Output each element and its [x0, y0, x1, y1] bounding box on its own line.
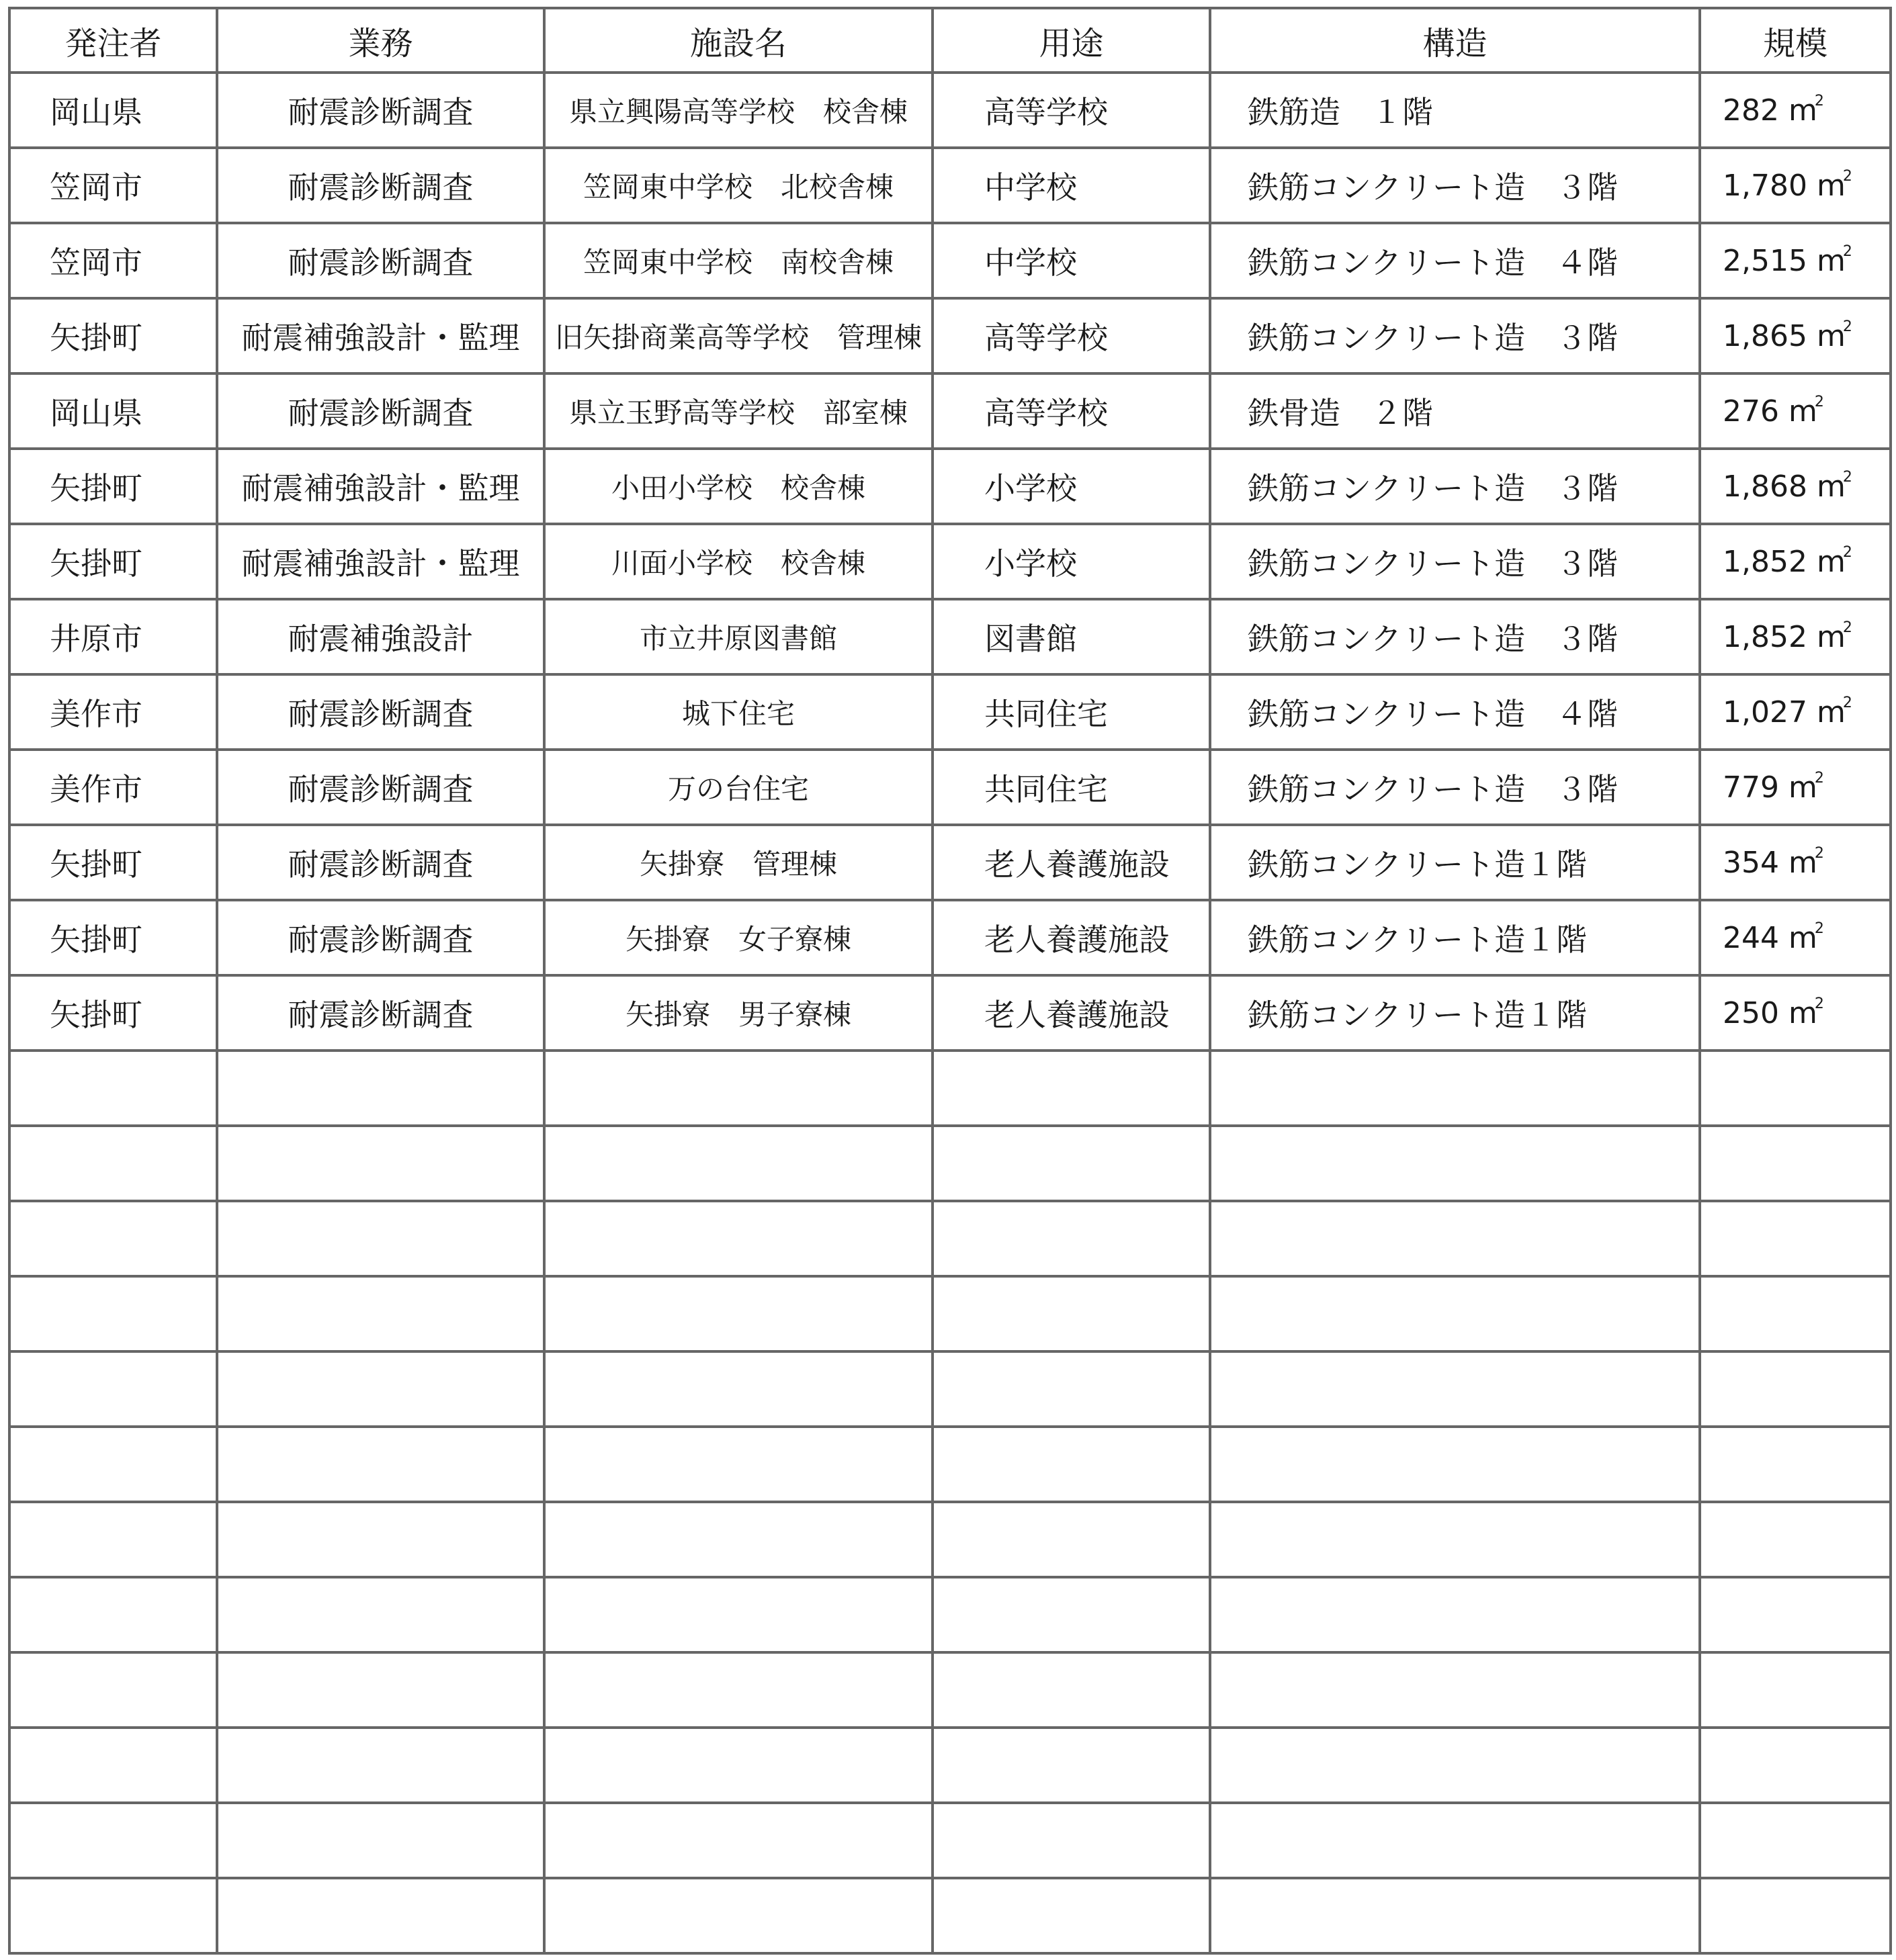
- cell-structure: 鉄筋コンクリート造 ３階: [1210, 750, 1700, 825]
- cell-use: 中学校: [933, 148, 1210, 223]
- cell-structure: 鉄骨造 ２階: [1210, 373, 1700, 449]
- cell-scale: [1700, 373, 1891, 449]
- table-row: [9, 1652, 1891, 1728]
- cell-structure: [1210, 1351, 1700, 1427]
- cell-use: 図書館: [933, 599, 1210, 674]
- table-header-row: [9, 8, 1891, 73]
- cell-structure: 鉄筋コンクリート造１階: [1210, 975, 1700, 1051]
- cell-structure: 鉄筋コンクリート造 ３階: [1210, 524, 1700, 599]
- cell-client: [9, 1577, 217, 1652]
- cell-task: 耐震診断調査: [217, 223, 544, 298]
- table-row: [9, 223, 1891, 298]
- cell-scale: [1700, 1878, 1891, 1953]
- cell-task: 耐震診断調査: [217, 73, 544, 148]
- cell-client: 矢掛町: [9, 298, 217, 373]
- cell-scale: [1700, 825, 1891, 900]
- scale-unit-superscript: 2: [1842, 243, 1852, 260]
- cell-scale: [1700, 1728, 1891, 1803]
- cell-task: [217, 1502, 544, 1577]
- cell-client: [9, 1502, 217, 1577]
- cell-client: 美作市: [9, 750, 217, 825]
- table-row: [9, 1201, 1891, 1276]
- cell-task: [217, 1276, 544, 1351]
- cell-use: 高等学校: [933, 298, 1210, 373]
- cell-use: [933, 1728, 1210, 1803]
- cell-task: [217, 1652, 544, 1728]
- cell-structure: 鉄筋コンクリート造１階: [1210, 900, 1700, 975]
- cell-structure: [1210, 1276, 1700, 1351]
- header-client: 発注者: [9, 8, 217, 73]
- cell-use: [933, 1201, 1210, 1276]
- table-row: [9, 449, 1891, 524]
- cell-facility: [544, 1728, 933, 1803]
- cell-client: 岡山県: [9, 373, 217, 449]
- cell-use: [933, 1276, 1210, 1351]
- cell-structure: [1210, 1728, 1700, 1803]
- cell-facility: 万の台住宅: [544, 750, 933, 825]
- header-facility: 施設名: [544, 8, 933, 73]
- cell-structure: [1210, 1427, 1700, 1502]
- cell-structure: [1210, 1201, 1700, 1276]
- table-row: [9, 674, 1891, 750]
- cell-facility: 城下住宅: [544, 674, 933, 750]
- cell-client: 岡山県: [9, 73, 217, 148]
- cell-facility: 小田小学校 校舎棟: [544, 449, 933, 524]
- cell-use: 老人養護施設: [933, 825, 1210, 900]
- scale-value: 282 m: [1723, 93, 1817, 128]
- cell-use: [933, 1126, 1210, 1201]
- cell-client: 笠岡市: [9, 223, 217, 298]
- scale-unit-superscript: 2: [1814, 920, 1824, 937]
- cell-task: 耐震診断調査: [217, 975, 544, 1051]
- cell-client: [9, 1803, 217, 1878]
- project-table: [8, 7, 1892, 1955]
- cell-facility: [544, 1652, 933, 1728]
- cell-client: 美作市: [9, 674, 217, 750]
- cell-scale: [1700, 900, 1891, 975]
- table-row: [9, 298, 1891, 373]
- cell-scale: [1700, 1652, 1891, 1728]
- table-row: [9, 373, 1891, 449]
- table-row: [9, 1577, 1891, 1652]
- scale-unit-superscript: 2: [1842, 168, 1852, 185]
- cell-use: 高等学校: [933, 73, 1210, 148]
- cell-client: 笠岡市: [9, 148, 217, 223]
- cell-facility: 矢掛寮 男子寮棟: [544, 975, 933, 1051]
- scale-value: 276 m: [1723, 394, 1817, 429]
- table-body: [9, 73, 1891, 1953]
- cell-use: [933, 1652, 1210, 1728]
- cell-task: [217, 1427, 544, 1502]
- cell-use: [933, 1878, 1210, 1953]
- cell-scale: [1700, 1351, 1891, 1427]
- scale-value: 1,865 m: [1723, 319, 1846, 353]
- cell-client: [9, 1728, 217, 1803]
- scale-value: 1,780 m: [1723, 169, 1846, 203]
- cell-client: [9, 1878, 217, 1953]
- cell-facility: [544, 1051, 933, 1126]
- scale-value: 250 m: [1723, 996, 1817, 1030]
- cell-scale: [1700, 674, 1891, 750]
- cell-client: 矢掛町: [9, 900, 217, 975]
- table-row: [9, 1051, 1891, 1126]
- cell-client: 井原市: [9, 599, 217, 674]
- cell-facility: 矢掛寮 女子寮棟: [544, 900, 933, 975]
- cell-client: [9, 1051, 217, 1126]
- table-row: [9, 750, 1891, 825]
- cell-client: [9, 1351, 217, 1427]
- cell-task: 耐震診断調査: [217, 373, 544, 449]
- cell-scale: [1700, 750, 1891, 825]
- scale-unit-superscript: 2: [1814, 770, 1824, 787]
- cell-task: 耐震診断調査: [217, 148, 544, 223]
- table-row: [9, 1502, 1891, 1577]
- cell-use: [933, 1427, 1210, 1502]
- cell-facility: 矢掛寮 管理棟: [544, 825, 933, 900]
- cell-structure: [1210, 1878, 1700, 1953]
- cell-facility: [544, 1276, 933, 1351]
- cell-use: 共同住宅: [933, 674, 1210, 750]
- cell-use: 老人養護施設: [933, 975, 1210, 1051]
- cell-scale: [1700, 975, 1891, 1051]
- scale-value: 1,027 m: [1723, 695, 1846, 729]
- cell-structure: [1210, 1502, 1700, 1577]
- cell-task: [217, 1201, 544, 1276]
- cell-facility: 旧矢掛商業高等学校 管理棟: [544, 298, 933, 373]
- table-row: [9, 1276, 1891, 1351]
- scale-value: 1,852 m: [1723, 620, 1846, 654]
- cell-client: [9, 1276, 217, 1351]
- cell-scale: [1700, 1051, 1891, 1126]
- scale-unit-superscript: 2: [1842, 544, 1852, 561]
- cell-task: 耐震補強設計・監理: [217, 449, 544, 524]
- cell-facility: 笠岡東中学校 北校舎棟: [544, 148, 933, 223]
- scale-unit-superscript: 2: [1814, 995, 1824, 1012]
- table-row: [9, 1126, 1891, 1201]
- scale-unit-superscript: 2: [1842, 318, 1852, 335]
- cell-use: [933, 1351, 1210, 1427]
- cell-use: [933, 1502, 1210, 1577]
- scale-unit-superscript: 2: [1814, 394, 1824, 410]
- cell-scale: [1700, 1577, 1891, 1652]
- cell-structure: 鉄筋コンクリート造 ３階: [1210, 449, 1700, 524]
- table-row: [9, 1351, 1891, 1427]
- table-row: [9, 900, 1891, 975]
- scale-value: 1,868 m: [1723, 470, 1846, 504]
- cell-task: 耐震診断調査: [217, 900, 544, 975]
- cell-use: 中学校: [933, 223, 1210, 298]
- cell-facility: 川面小学校 校舎棟: [544, 524, 933, 599]
- cell-scale: [1700, 1427, 1891, 1502]
- scale-unit-superscript: 2: [1842, 619, 1852, 636]
- cell-use: 小学校: [933, 524, 1210, 599]
- cell-task: [217, 1878, 544, 1953]
- cell-scale: [1700, 1502, 1891, 1577]
- cell-structure: 鉄筋コンクリート造 ３階: [1210, 599, 1700, 674]
- cell-structure: 鉄筋コンクリート造 ４階: [1210, 223, 1700, 298]
- cell-task: 耐震診断調査: [217, 825, 544, 900]
- cell-use: [933, 1803, 1210, 1878]
- table-row: [9, 599, 1891, 674]
- scale-value: 244 m: [1723, 921, 1817, 955]
- cell-structure: 鉄筋コンクリート造１階: [1210, 825, 1700, 900]
- cell-scale: [1700, 1276, 1891, 1351]
- cell-facility: [544, 1126, 933, 1201]
- cell-client: [9, 1427, 217, 1502]
- header-scale: 規模: [1700, 8, 1891, 73]
- header-structure: 構造: [1210, 8, 1700, 73]
- cell-task: 耐震補強設計: [217, 599, 544, 674]
- cell-use: 老人養護施設: [933, 900, 1210, 975]
- cell-scale: [1700, 1803, 1891, 1878]
- cell-structure: [1210, 1803, 1700, 1878]
- cell-scale: [1700, 223, 1891, 298]
- cell-structure: 鉄筋造 １階: [1210, 73, 1700, 148]
- cell-client: 矢掛町: [9, 975, 217, 1051]
- cell-task: [217, 1351, 544, 1427]
- cell-structure: [1210, 1577, 1700, 1652]
- scale-value: 1,852 m: [1723, 545, 1846, 579]
- cell-task: 耐震補強設計・監理: [217, 524, 544, 599]
- cell-client: [9, 1201, 217, 1276]
- cell-facility: [544, 1351, 933, 1427]
- table-row: [9, 1728, 1891, 1803]
- header-use: 用途: [933, 8, 1210, 73]
- scale-unit-superscript: 2: [1814, 845, 1824, 862]
- scale-unit-superscript: 2: [1842, 695, 1852, 711]
- cell-use: [933, 1577, 1210, 1652]
- cell-task: 耐震診断調査: [217, 750, 544, 825]
- cell-task: [217, 1051, 544, 1126]
- cell-client: 矢掛町: [9, 524, 217, 599]
- cell-scale: [1700, 1201, 1891, 1276]
- cell-use: 共同住宅: [933, 750, 1210, 825]
- header-task: 業務: [217, 8, 544, 73]
- table-row: [9, 825, 1891, 900]
- scale-unit-superscript: 2: [1842, 469, 1852, 486]
- cell-task: 耐震診断調査: [217, 674, 544, 750]
- scale-value: 2,515 m: [1723, 244, 1846, 278]
- cell-facility: [544, 1201, 933, 1276]
- table-row: [9, 975, 1891, 1051]
- cell-task: [217, 1577, 544, 1652]
- cell-facility: [544, 1502, 933, 1577]
- cell-structure: 鉄筋コンクリート造 ３階: [1210, 298, 1700, 373]
- cell-task: [217, 1126, 544, 1201]
- cell-structure: 鉄筋コンクリート造 ３階: [1210, 148, 1700, 223]
- cell-scale: [1700, 449, 1891, 524]
- cell-use: [933, 1051, 1210, 1126]
- cell-scale: [1700, 148, 1891, 223]
- project-table-container: [8, 7, 1889, 1955]
- cell-facility: [544, 1878, 933, 1953]
- table-row: [9, 1427, 1891, 1502]
- table-row: [9, 148, 1891, 223]
- table-row: [9, 1803, 1891, 1878]
- cell-use: 小学校: [933, 449, 1210, 524]
- table-row: [9, 73, 1891, 148]
- cell-facility: 県立玉野高等学校 部室棟: [544, 373, 933, 449]
- cell-client: [9, 1126, 217, 1201]
- cell-client: 矢掛町: [9, 449, 217, 524]
- cell-structure: [1210, 1051, 1700, 1126]
- cell-facility: [544, 1427, 933, 1502]
- cell-use: 高等学校: [933, 373, 1210, 449]
- cell-facility: 県立興陽高等学校 校舎棟: [544, 73, 933, 148]
- cell-client: 矢掛町: [9, 825, 217, 900]
- scale-value: 779 m: [1723, 770, 1817, 805]
- cell-scale: [1700, 599, 1891, 674]
- cell-task: [217, 1728, 544, 1803]
- cell-scale: [1700, 298, 1891, 373]
- cell-scale: [1700, 524, 1891, 599]
- cell-facility: [544, 1803, 933, 1878]
- cell-structure: [1210, 1652, 1700, 1728]
- cell-task: 耐震補強設計・監理: [217, 298, 544, 373]
- cell-structure: [1210, 1126, 1700, 1201]
- cell-structure: 鉄筋コンクリート造 ４階: [1210, 674, 1700, 750]
- table-row: [9, 1878, 1891, 1953]
- cell-task: [217, 1803, 544, 1878]
- cell-facility: 笠岡東中学校 南校舎棟: [544, 223, 933, 298]
- cell-facility: 市立井原図書館: [544, 599, 933, 674]
- scale-unit-superscript: 2: [1814, 93, 1824, 109]
- cell-scale: [1700, 1126, 1891, 1201]
- table-row: [9, 524, 1891, 599]
- scale-value: 354 m: [1723, 846, 1817, 880]
- cell-client: [9, 1652, 217, 1728]
- cell-facility: [544, 1577, 933, 1652]
- cell-scale: [1700, 73, 1891, 148]
